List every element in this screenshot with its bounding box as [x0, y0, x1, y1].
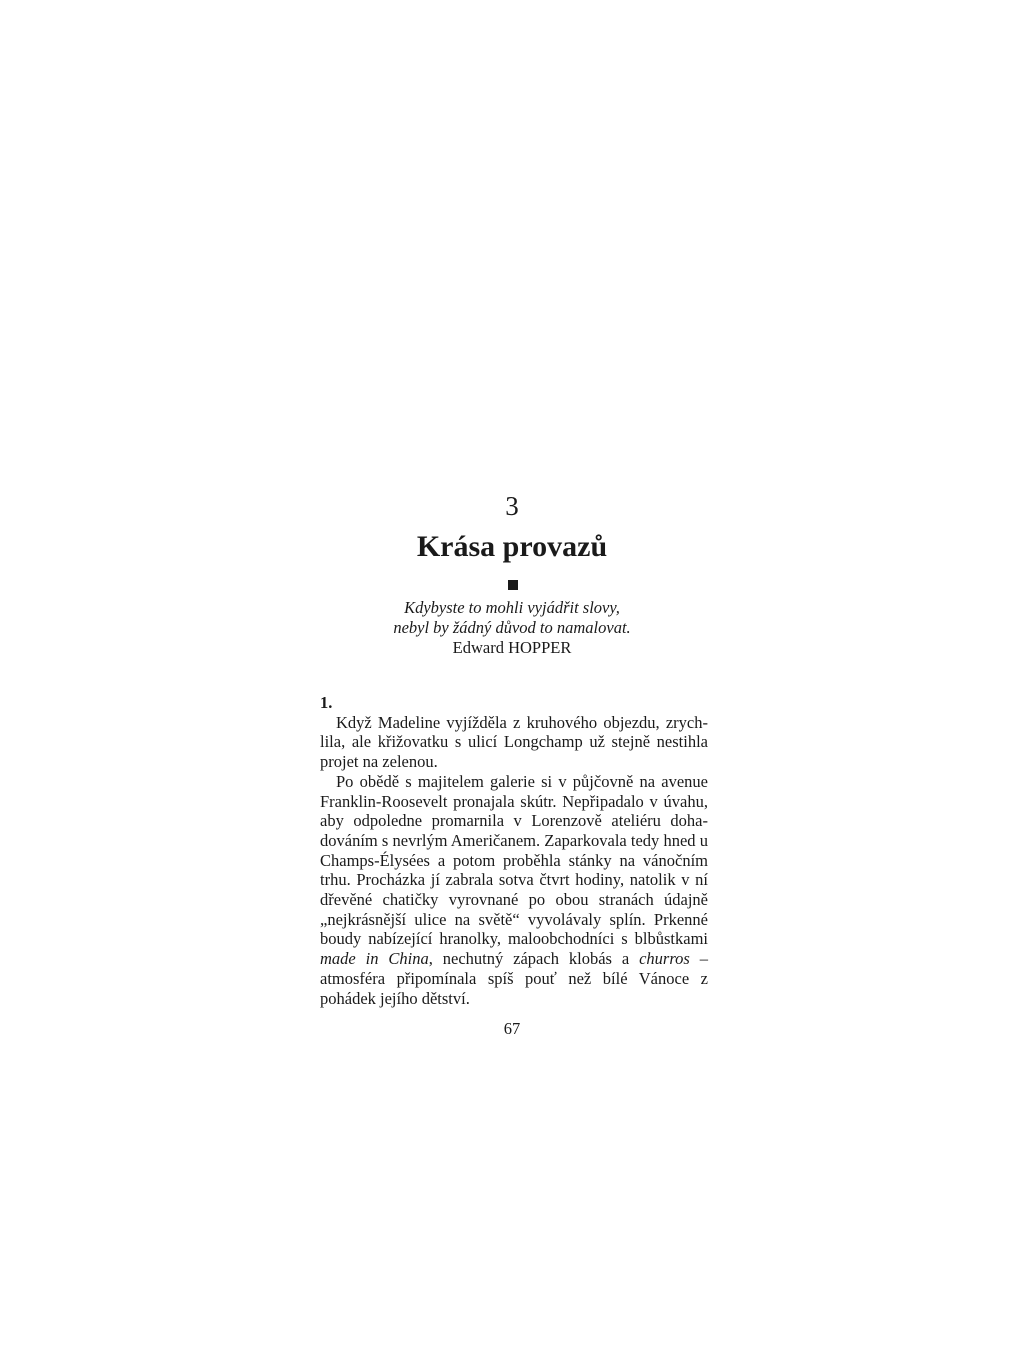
- page-number: 67: [503, 1019, 521, 1038]
- paragraph-2-text-a: Po obědě s majitelem galerie si v půjčovně na avenue Franklin-Roosevelt pronajala skútr. Nepřipadalo v úvahu, aby odpoledne promarnila v Lorenzově ateliéru dohadováním s nevrlým Američanem. Zaparkovala tedy hned u Champs-Élysées a potom proběhla stánky na vánočním trhu. Procházka jí zabrala sotva čtvrt hodiny, natolik v ní dřevěné chatičky vyrovnané po obou stranách údajně „nejkrásnější ulice na světě“ vyvolávaly splín. Prkenné boudy nabízející hranolky, maloobchodníci s blbůstkami: [320, 771, 708, 949]
- epigraph: [0, 598, 1024, 658]
- paragraph-2: [320, 772, 708, 1008]
- square-ornament-icon: [508, 580, 518, 590]
- paragraph-2-text-b: , nechutný zápach klobás a: [428, 949, 640, 969]
- section-number: 1.: [320, 693, 333, 712]
- paragraph-2-text-c: – atmosféra připomínala spíš pouť než bílé Vánoce z pohádek jejího dětství.: [320, 949, 708, 1008]
- chapter-number: 3: [505, 491, 519, 521]
- chapter-title: Krása provazů: [416, 530, 608, 563]
- paragraph-2-italic-churros: churros: [639, 949, 690, 969]
- paragraph-1: Když Madeline vyjížděla z kruhového objezdu, zrychlila, ale křižovatku s ulicí Longchamp už stejně nestihla projet na zelenou.: [320, 712, 708, 772]
- paragraph-2-italic-made-in-china: made in China: [320, 949, 429, 969]
- epigraph-author: Edward HOPPER: [452, 638, 572, 657]
- body-text: [320, 693, 708, 1008]
- epigraph-line-2: nebyl by žádný důvod to namalovat.: [393, 618, 631, 637]
- epigraph-line-1: Kdybyste to mohli vyjádřit slovy,: [404, 598, 620, 617]
